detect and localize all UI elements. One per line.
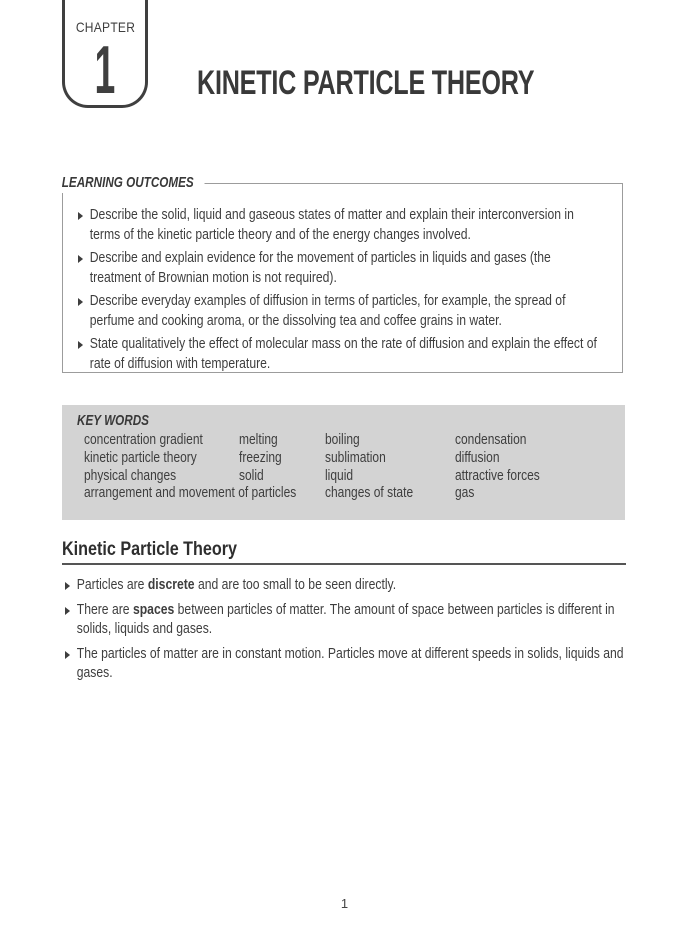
triangle-bullet-icon [78, 298, 83, 306]
triangle-bullet-icon [65, 651, 70, 659]
list-item-text: Describe everyday examples of diffusion in terms of particles, for example, the spread of perfume and cooking aroma, or the dissolving tea and coffee grains in water. [89, 293, 566, 329]
list-item-text: Describe and explain evidence for the movement of particles in liquids and gases (the treatment of Brownian motion is not required). [89, 250, 551, 286]
learning-outcomes-box [61, 174, 623, 373]
section-list [65, 576, 629, 689]
keyword: freezing [239, 449, 282, 466]
learning-outcomes-list [78, 206, 599, 378]
key-words-column [455, 432, 540, 503]
text-pre: Particles are [76, 577, 148, 593]
list-item [65, 576, 629, 596]
keyword: diffusion [455, 449, 500, 466]
chapter-title: KINETIC PARTICLE THEORY [197, 64, 535, 102]
text-pre: There are [76, 601, 133, 618]
list-item-text [77, 601, 629, 640]
key-words-column [239, 432, 282, 485]
list-item [78, 206, 599, 245]
list-item-text [77, 645, 629, 684]
triangle-bullet-icon [78, 255, 83, 263]
keyword: sublimation [325, 449, 386, 466]
triangle-bullet-icon [65, 582, 70, 590]
key-words-heading: KEY WORDS [77, 412, 149, 429]
keyword: arrangement and movement of particles [84, 485, 297, 502]
text-post: and are too small to be seen directly. [194, 577, 397, 593]
triangle-bullet-icon [78, 341, 83, 349]
keyword: changes of state [325, 485, 414, 502]
learning-outcomes-heading: LEARNING OUTCOMES [61, 174, 205, 193]
section-heading-rule [62, 563, 626, 565]
triangle-bullet-icon [78, 212, 83, 220]
text-pre: The particles of matter are in constant motion. Particles move at different speeds in solids, liquids and gases. [76, 645, 624, 681]
list-item-text: State qualitatively the effect of molecular mass on the rate of diffusion and explain the effect of rate of diffusion with temperature. [89, 336, 597, 372]
key-words-box [62, 405, 625, 520]
keyword: physical changes [84, 467, 177, 484]
list-item [78, 335, 599, 374]
list-item [78, 292, 599, 331]
page-number: 1 [340, 896, 349, 911]
text-post: between particles of matter. The amount of space between particles is different in solids, liquids and gases. [76, 601, 615, 637]
triangle-bullet-icon [65, 607, 70, 615]
keyword: liquid [325, 467, 354, 484]
list-item [65, 645, 629, 684]
keyword: melting [239, 432, 278, 448]
chapter-number: 1 [94, 32, 116, 108]
list-item-text [77, 576, 396, 596]
chapter-label: CHAPTER [75, 19, 135, 35]
keyword: concentration gradient [84, 432, 203, 448]
keyword: boiling [325, 432, 360, 448]
key-words-column [325, 432, 413, 503]
keyword: condensation [455, 432, 527, 448]
text-bold: discrete [147, 577, 195, 593]
list-item-text: Describe the solid, liquid and gaseous states of matter and explain their interconversion in terms of the kinetic particle theory and of the energy changes involved. [89, 207, 574, 243]
keyword: solid [239, 467, 264, 484]
text-bold: spaces [132, 601, 175, 618]
keyword: kinetic particle theory [84, 449, 197, 466]
chapter-badge [62, 0, 148, 108]
keyword: attractive forces [455, 467, 540, 484]
keyword: gas [455, 485, 475, 502]
section-heading: Kinetic Particle Theory [62, 539, 238, 560]
list-item [65, 601, 629, 640]
list-item [78, 249, 599, 288]
